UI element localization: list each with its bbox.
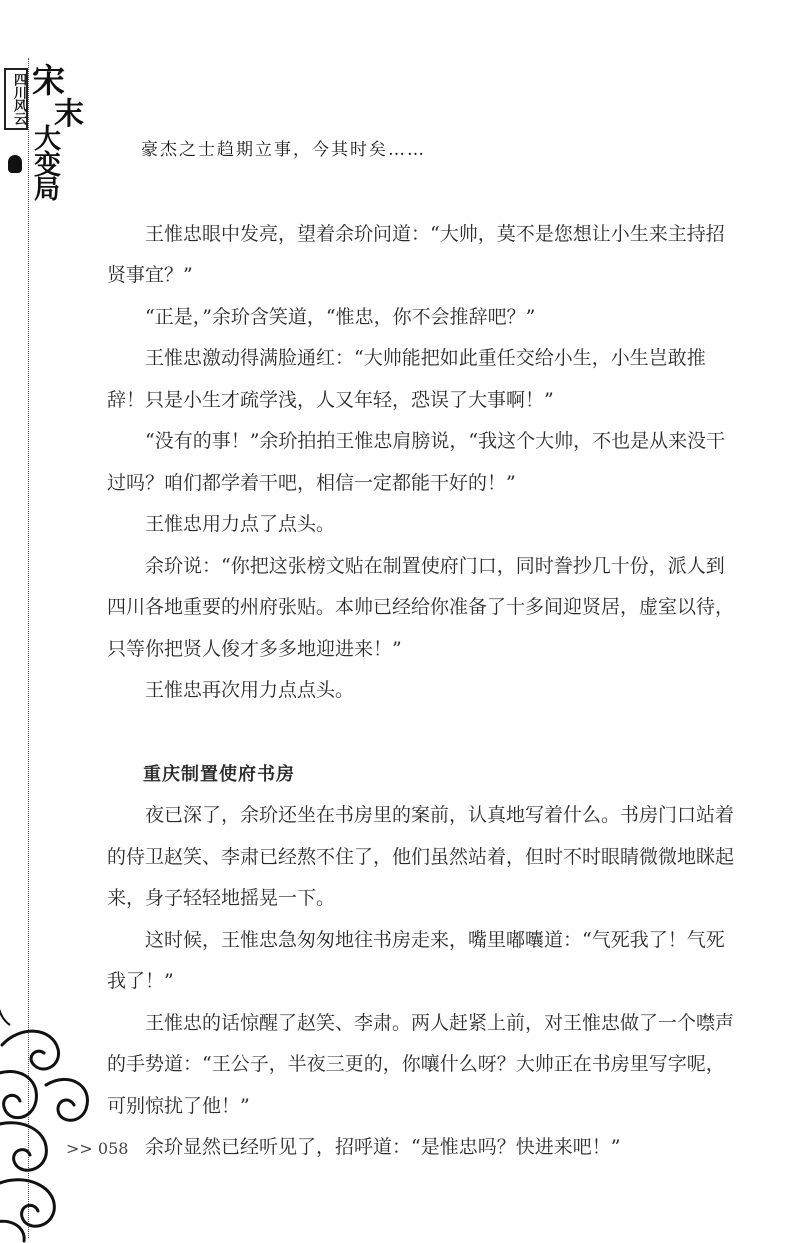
paragraph: “没有的事！”余玠拍拍王惟忠肩膀说，“我这个大帅，不也是从来没干过吗？咱们都学着干吧，相信一定都能干好的！”: [107, 430, 726, 494]
paragraph: 夜已深了，余玠还坐在书房里的案前，认真地写着什么。书房门口站着的侍卫赵笑、李肃已经熬不住了，他们虽然站着，但时不时眼睛微微地眯起来，身子轻轻地摇晃一下。: [107, 804, 735, 909]
paragraph: 王惟忠用力点了点头。: [145, 513, 336, 535]
paragraph: 余玠显然已经听见了，招呼道：“是惟忠吗？快进来吧！”: [145, 1136, 621, 1158]
section-heading: 重庆制置使府书房: [143, 763, 295, 785]
book-title-block: [30, 55, 86, 205]
book-title-char: 末: [54, 97, 84, 132]
paragraph: 王惟忠眼中发亮，望着余玠问道：“大帅，莫不是您想让小生来主持招贤事宜？”: [107, 222, 725, 286]
paragraph: 这时候，王惟忠急匆匆地往书房走来，嘴里嘟囔道：“气死我了！气死我了！”: [107, 928, 725, 992]
paragraph: 王惟忠激动得满脸通红：“大帅能把如此重任交给小生，小生岂敢推辞！只是小生才疏学浅，人又年轻，恐误了大事啊！”: [107, 347, 706, 411]
paragraph: “正是，”余玠含笑道，“惟忠，你不会推辞吧？”: [145, 305, 536, 328]
paragraph: 余玠说：“你把这张榜文贴在制置使府门口，同时誊抄几十份，派人到四川各地重要的州府张贴。本帅已经给你准备了十多间迎贤居，虚室以待，只等你把贤人俊才多多地迎进来！”: [107, 554, 735, 660]
book-title-char: 宋: [32, 61, 65, 100]
book-title-char: 局: [34, 175, 61, 205]
book-title-char: 大: [34, 124, 61, 155]
book-title-char: 变: [34, 150, 61, 181]
page-body: [107, 130, 739, 1169]
cloud-ornament-icon: [0, 1005, 106, 1243]
paragraph: 王惟忠的话惊醒了赵笑、李肃。两人赶紧上前，对王惟忠做了一个噤声的手势道：“王公子，半夜三更的，你嚷什么呀？大帅正在书房里写字呢，可别惊扰了他！”: [107, 1011, 735, 1117]
paragraph: 王惟忠再次用力点点头。: [145, 679, 355, 701]
page-number: >> 058: [66, 1139, 129, 1158]
series-label: 四川风云: [4, 68, 28, 130]
epigraph: 豪杰之士趋期立事，今其时矣……: [141, 140, 426, 160]
seal-icon: [8, 155, 22, 173]
